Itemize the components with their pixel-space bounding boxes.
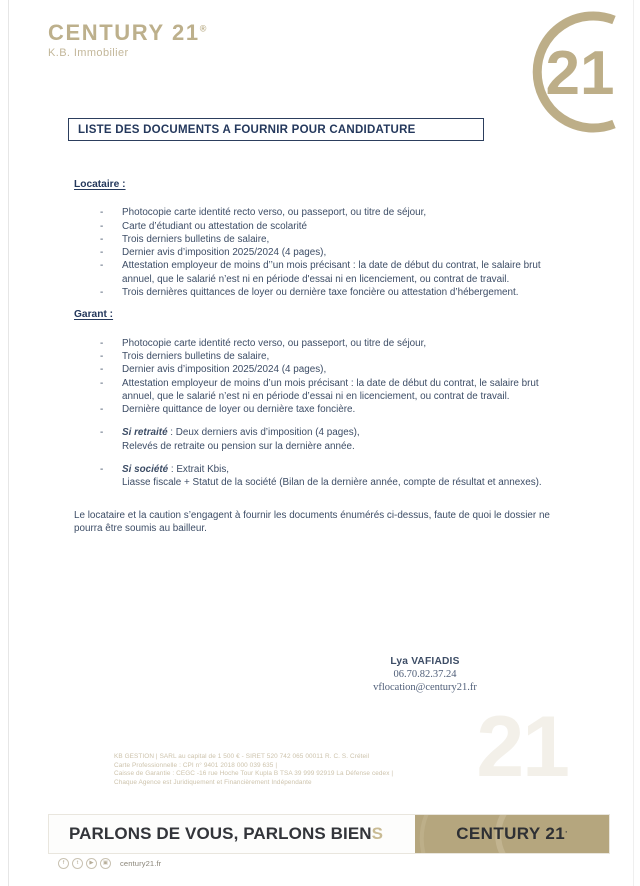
bullet-dash: - — [100, 377, 104, 389]
list-item — [74, 350, 566, 363]
list-item-text: Trois dernières quittances de loyer ou dernière taxe foncière ou attestation d’hébergement. — [122, 287, 519, 299]
list-item — [74, 220, 566, 233]
youtube-icon[interactable]: ▶ — [86, 858, 97, 869]
garant-list — [74, 337, 566, 490]
document-body — [74, 178, 566, 535]
document-title-box — [68, 118, 484, 141]
bullet-dash: - — [100, 364, 104, 376]
list-item — [74, 233, 566, 246]
section-heading-locataire: Locataire : — [74, 179, 126, 190]
list-item-text: Dernier avis d’imposition 2025/2024 (4 pages), — [122, 364, 327, 376]
century21-c21-circle-logo-icon — [506, 4, 640, 140]
list-item-si-retraite — [74, 426, 566, 453]
list-item — [74, 259, 566, 286]
banner-slogan-main: PARLONS DE VOUS, PARLONS BIEN — [69, 824, 372, 843]
bullet-dash: - — [100, 247, 104, 259]
list-item-text: Dernière quittance de loyer ou dernière taxe foncière. — [122, 404, 356, 416]
list-item-text: Carte d’étudiant ou attestation de scolarité — [122, 220, 307, 232]
closing-paragraph: Le locataire et la caution s’engagent à fournir les documents énumérés ci-dessus, faute de quoi le dossier ne pourra être soumis au bailleur. — [74, 509, 550, 534]
facebook-icon[interactable]: f — [58, 858, 69, 869]
bullet-dash: - — [100, 350, 104, 362]
list-item-si-societe — [74, 463, 566, 490]
signature-email: vflocation@century21.fr — [373, 682, 477, 693]
si-retraite-first-line: : Deux derniers avis d’imposition (4 pages), — [167, 427, 360, 439]
si-societe-label: Si société — [122, 464, 169, 476]
locataire-list — [74, 206, 566, 299]
watermark-21: 21 — [476, 699, 568, 795]
brand-header — [48, 22, 206, 59]
banner-slogan — [69, 824, 383, 844]
si-societe-first-line: : Extrait Kbis, — [168, 464, 230, 476]
page-title: LISTE DES DOCUMENTS A FOURNIR POUR CANDIDATURE — [78, 123, 416, 136]
legal-line-2: Carte Professionnelle : CPI n° 9401 2018 000 039 635 | — [114, 761, 278, 769]
bullet-dash: - — [100, 220, 104, 232]
list-item-text: Attestation employeur de moins d’’un mois précisant : la date de début du contrat, le salaire brut annuel, que le salarié n’est ni en période d'essai ni en licenciement, ou contrat de travail. — [122, 260, 541, 285]
si-retraite-label: Si retraité — [122, 427, 168, 439]
section-gap — [74, 299, 566, 308]
bullet-dash: - — [100, 427, 104, 439]
list-item — [74, 246, 566, 259]
legal-line-4: Chaque Agence est Juridiquement et Financièrement Indépendante — [114, 778, 312, 786]
list-item-text: Trois derniers bulletins de salaire, — [122, 233, 270, 245]
legal-line-1: KB GESTION | SARL au capital de 1 500 € - SIRET 520 742 065 00011 R. C. S. Créteil — [114, 753, 370, 760]
list-item-text: Trois derniers bulletins de salaire, — [122, 350, 270, 362]
page-edge-left — [8, 0, 9, 886]
list-item-text: Attestation employeur de moins d’un mois précisant : la date de début du contrat, le salaire brut annuel, que le salarié n’est ni en période d’essai ni en licenciement, ou contrat de travail. — [122, 377, 539, 402]
brand-name — [48, 22, 206, 44]
bullet-dash: - — [100, 404, 104, 416]
agency-name: K.B. Immobilier — [48, 47, 129, 59]
banner-brand-block — [415, 815, 609, 853]
social-links-row — [58, 858, 161, 869]
banner-brand-name: CENTURY 21 — [456, 824, 566, 843]
website-url[interactable]: century21.fr — [120, 859, 162, 868]
list-item — [74, 403, 566, 416]
signature-block — [300, 655, 550, 694]
banner-brand-text — [456, 824, 568, 844]
list-item — [74, 206, 566, 219]
bottom-banner — [48, 814, 610, 854]
list-item-text: Photocopie carte identité recto verso, ou passeport, ou titre de séjour, — [122, 337, 427, 349]
brand-name-text: CENTURY 21 — [48, 20, 200, 45]
bullet-dash: - — [100, 260, 104, 272]
banner-slogan-accent: S — [371, 824, 384, 843]
legal-footer — [114, 753, 534, 787]
bullet-dash: - — [100, 337, 104, 349]
list-item — [74, 377, 566, 404]
signature-name: Lya VAFIADIS — [390, 656, 460, 667]
si-retraite-second-line: Relevés de retraite ou pension sur la dernière année. — [122, 440, 355, 452]
list-item — [74, 363, 566, 376]
bullet-dash: - — [100, 287, 104, 299]
bullet-dash: - — [100, 464, 104, 476]
bullet-dash: - — [100, 207, 104, 219]
bullet-dash: - — [100, 233, 104, 245]
instagram-icon[interactable]: ▣ — [100, 858, 111, 869]
list-item — [74, 286, 566, 299]
legal-line-3: Caisse de Garantie : CEGC -16 rue Hoche Tour Kupla B TSA 39 999 92919 La Défense cedex | — [114, 770, 394, 778]
list-item — [74, 337, 566, 350]
brand-registered-mark: ® — [199, 23, 207, 34]
svg-text:21: 21 — [545, 39, 615, 108]
twitter-icon[interactable]: t — [72, 858, 83, 869]
banner-brand-mark: . — [565, 825, 568, 835]
banner-slogan-area — [49, 815, 415, 853]
list-item-text: Photocopie carte identité recto verso, ou passeport, ou titre de séjour, — [122, 207, 427, 219]
si-societe-second-line: Liasse fiscale + Statut de la société (Bilan de la dernière année, compte de résultat et annexes). — [122, 477, 542, 489]
section-heading-garant: Garant : — [74, 309, 114, 321]
signature-phone: 06.70.82.37.24 — [393, 669, 457, 680]
list-item-text: Dernier avis d’imposition 2025/2024 (4 pages), — [122, 247, 327, 259]
